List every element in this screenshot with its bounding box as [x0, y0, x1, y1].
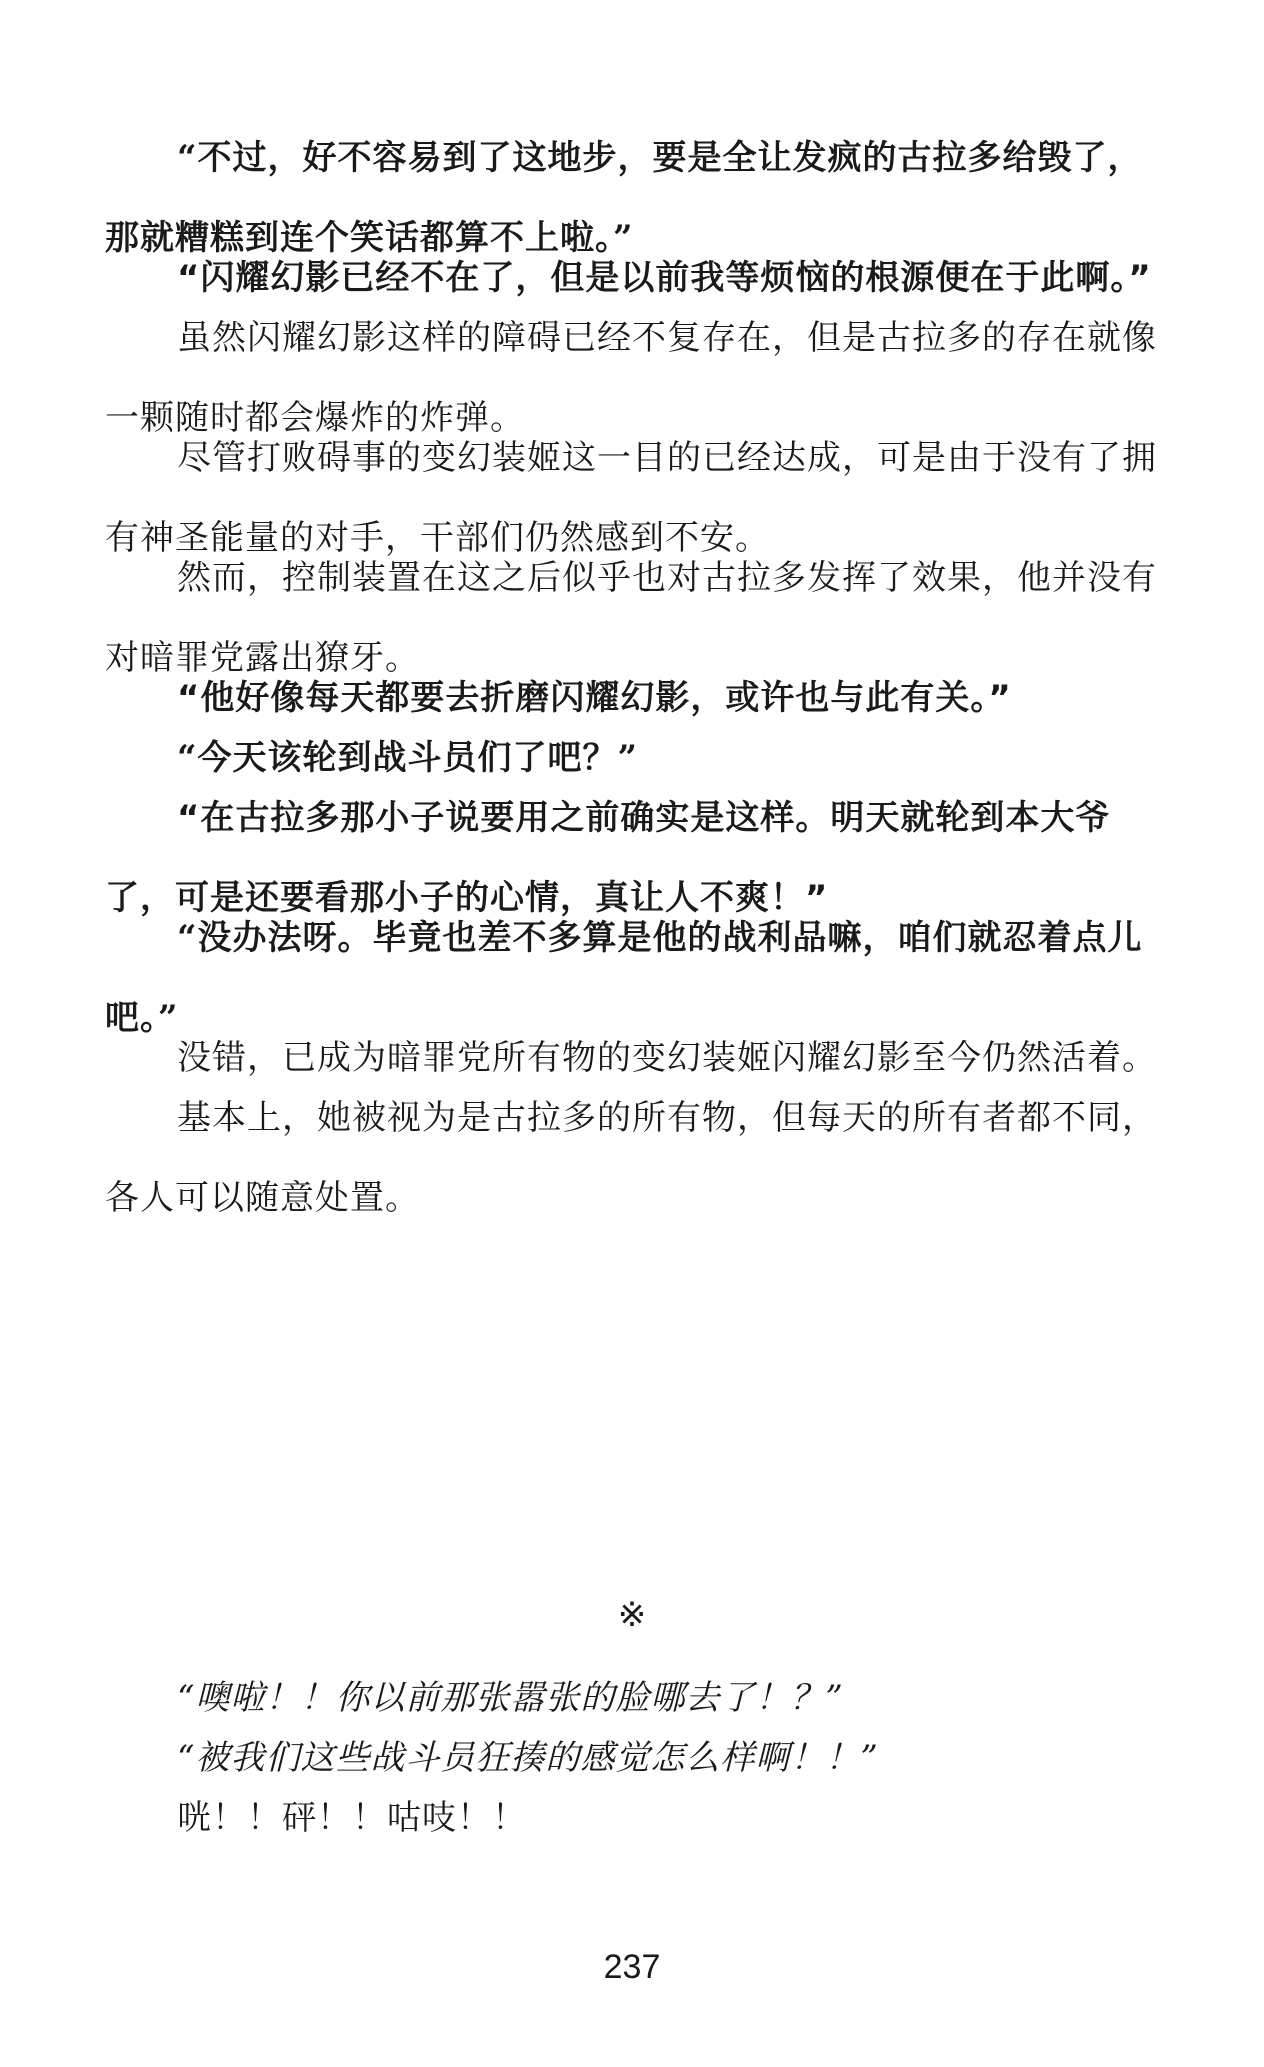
dialogue-paragraph: “他好像每天都要去折磨闪耀幻影，或许也与此有关。”: [177, 678, 1012, 718]
page-number: 237: [603, 1948, 661, 1986]
narration-paragraph: 尽管打败碍事的变幻装姬这一目的已经达成，可是由于没有了拥有神圣能量的对手，干部们仍然感到不安。: [105, 438, 1157, 558]
dialogue-paragraph: “闪耀幻影已经不在了，但是以前我等烦恼的根源便在于此啊。”: [177, 258, 1152, 298]
narration-paragraph: 没错，已成为暗罪党所有物的变幻装姬闪耀幻影至今仍然活着。: [177, 1038, 1157, 1078]
dialogue-paragraph: “噢啦！！你以前那张嚣张的脸哪去了！？”: [177, 1678, 844, 1718]
dialogue-paragraph: “没办法呀。毕竟也差不多算是他的战利品嘛，咱们就忍着点儿吧。”: [105, 918, 1143, 1038]
dialogue-paragraph: “今天该轮到战斗员们了吧？”: [177, 738, 639, 778]
scene-break-marker: ※: [617, 1595, 647, 1635]
narration-paragraph: 基本上，她被视为是古拉多的所有物，但每天的所有者都不同，各人可以随意处置。: [105, 1098, 1157, 1218]
narration-paragraph: 虽然闪耀幻影这样的障碍已经不复存在，但是古拉多的存在就像一颗随时都会爆炸的炸弹。: [105, 318, 1157, 438]
narration-paragraph: 然而，控制装置在这之后似乎也对古拉多发挥了效果，他并没有对暗罪党露出獠牙。: [105, 558, 1157, 678]
dialogue-paragraph: “不过，好不容易到了这地步，要是全让发疯的古拉多给毁了，那就糟糕到连个笑话都算不上啦。”: [105, 138, 1143, 258]
dialogue-paragraph: “在古拉多那小子说要用之前确实是这样。明天就轮到本大爷了，可是还要看那小子的心情，真让人不爽！”: [105, 798, 1111, 918]
dialogue-paragraph: “被我们这些战斗员狂揍的感觉怎么样啊！！”: [177, 1738, 879, 1778]
sound-effect-paragraph: 咣！！砰！！咕吱！！: [177, 1798, 527, 1838]
